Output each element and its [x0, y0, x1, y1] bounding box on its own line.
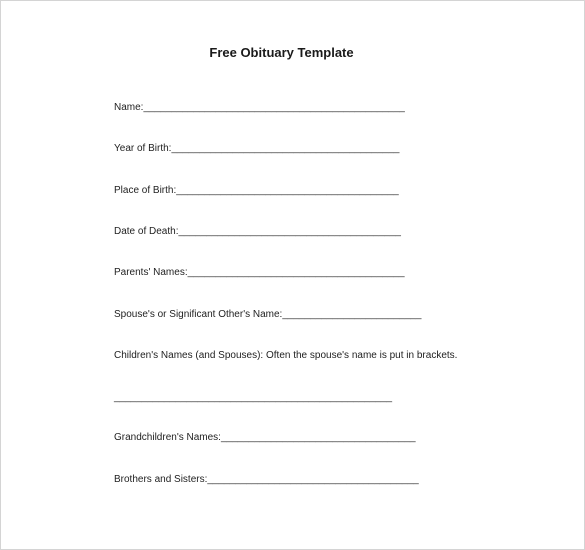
brothers-sisters-blank-line: ______________________________________ [207, 474, 419, 485]
grandchildren-names-blank-line: ___________________________________ [220, 432, 416, 443]
year-of-birth-field [114, 143, 399, 155]
page-title: Free Obituary Template [209, 45, 354, 60]
children-names-field [114, 350, 457, 362]
brothers-sisters-label: Brothers and Sisters: [114, 474, 208, 485]
year-of-birth-blank-line: _________________________________________ [171, 143, 400, 154]
spouse-name-field [114, 309, 421, 321]
spouse-name-blank-line: _________________________ [282, 309, 422, 320]
parents-names-label: Parents' Names: [114, 267, 188, 278]
place-of-birth-blank-line: ________________________________________ [176, 185, 399, 196]
date-of-death-field [114, 226, 401, 238]
grandchildren-names-field [114, 432, 416, 444]
name-field [114, 102, 405, 114]
year-of-birth-label: Year of Birth: [114, 143, 172, 154]
parents-names-blank-line: _______________________________________ [187, 267, 405, 278]
name-label: Name: [114, 102, 144, 113]
place-of-birth-label: Place of Birth: [114, 185, 177, 196]
spouse-name-label: Spouse's or Significant Other's Name: [114, 309, 283, 320]
date-of-death-blank-line: ________________________________________ [178, 226, 401, 237]
children-names-label: Children's Names (and Spouses): Often the spouse's name is put in brackets. [114, 350, 458, 361]
place-of-birth-field [114, 185, 399, 197]
date-of-death-label: Date of Death: [114, 226, 179, 237]
children-names-entry-line [114, 392, 392, 404]
brothers-sisters-field [114, 474, 419, 486]
children-entry-blank-line: __________________________________________________ [114, 392, 393, 403]
grandchildren-names-label: Grandchildren's Names: [114, 432, 221, 443]
name-blank-line: _______________________________________________ [143, 102, 405, 113]
parents-names-field [114, 267, 405, 279]
